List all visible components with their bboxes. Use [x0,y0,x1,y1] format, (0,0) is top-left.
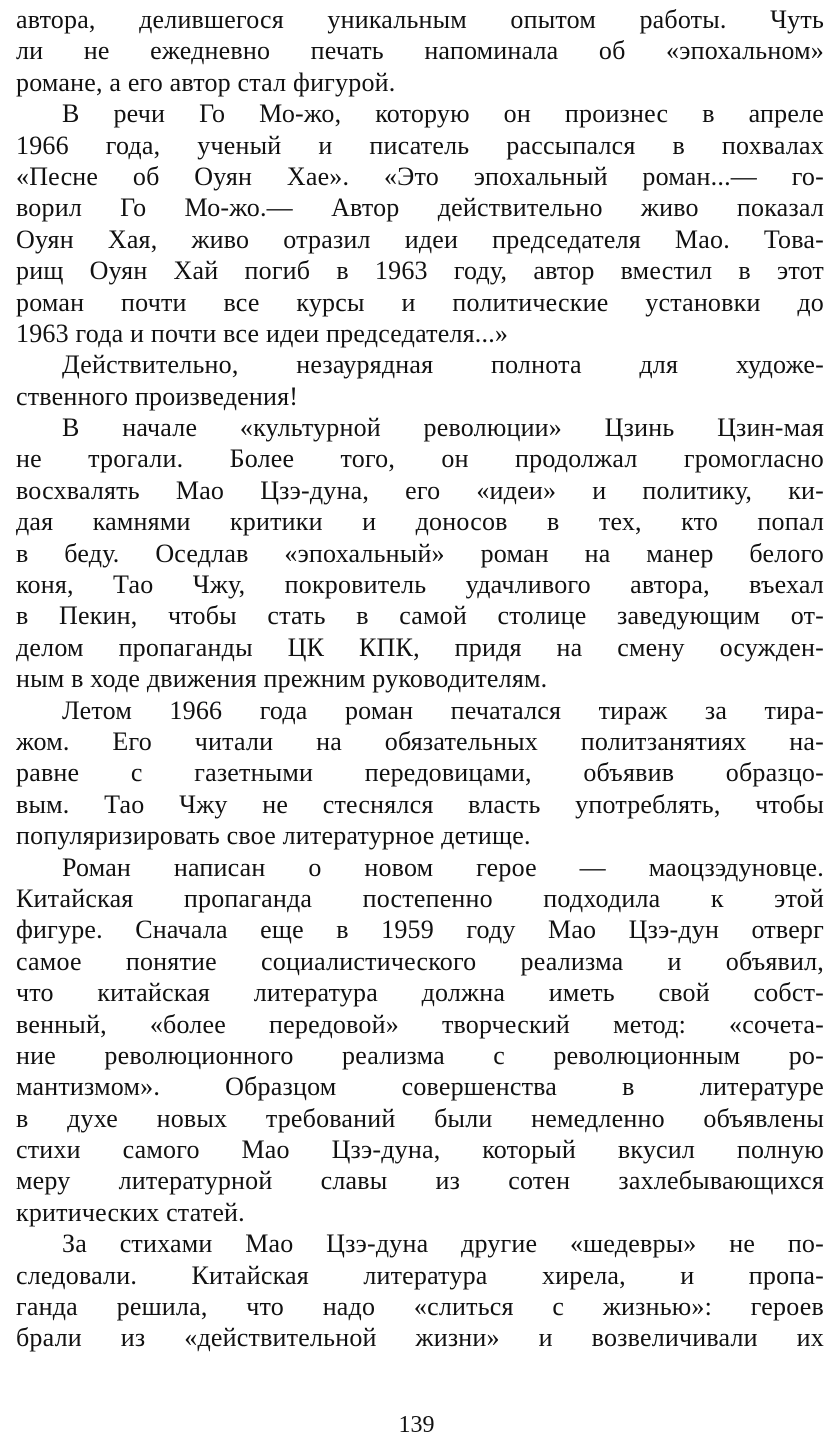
text-line: в беду. Оседлав «эпохальный» роман на манер белого [16,538,824,568]
text-line: Роман написан о новом герое — маоцзэдуновце. [62,852,824,882]
text-line: За стихами Мао Цзэ-дуна другие «шедевры» не по- [62,1229,824,1259]
text-line: что китайская литература должна иметь свой собст- [16,978,824,1008]
text-line: меру литературной славы из сотен захлебывающихся [16,1166,824,1196]
text-line: ганда решила, что надо «слиться с жизнью»: героев [16,1292,824,1322]
text-line: романе, а его автор стал фигурой. [16,67,396,97]
text-line: ли не ежедневно печать напоминала об «эпохальном» [16,36,824,66]
text-line: ственного произведения! [16,381,299,411]
paragraph [16,695,824,852]
text-line: следовали. Китайская литература хирела, и пропа- [16,1260,824,1290]
text-line: в Пекин, чтобы стать в самой столице заведующим от- [16,601,824,631]
text-line: Летом 1966 года роман печатался тираж за тира- [62,695,824,725]
text-line: коня, Тао Чжу, покровитель удачливого автора, въехал [16,570,824,600]
text-line: автора, делившегося уникальным опытом работы. Чуть [16,5,824,34]
text-line: делом пропаганды ЦК КПК, придя на смену осужден- [16,632,824,662]
text-line: ным в ходе движения прежним руководителям. [16,664,548,694]
paragraph [16,4,824,98]
text-line: жом. Его читали на обязательных политзанятиях на- [16,726,824,756]
text-line: равне с газетными передовицами, объявив образцо- [16,758,824,788]
text-line: стихи самого Мао Цзэ-дуна, который вкусил полную [16,1135,824,1165]
text-line: фигуре. Сначала еще в 1959 году Мао Цзэ-дун отверг [16,915,824,945]
text-line: «Песне об Оуян Хае». «Это эпохальный роман...— го- [16,161,824,191]
paragraph [16,98,824,349]
text-line: дая камнями критики и доносов в тех, кто попал [16,507,824,537]
text-line: мантизмом». Образцом совершенства в литературе [16,1072,824,1102]
text-line: вым. Тао Чжу не стеснялся власть употреблять, чтобы [16,789,824,819]
text-line: В начале «культурной революции» Цзинь Цзин-мая [62,413,824,443]
text-line: не трогали. Более того, он продолжал громогласно [16,444,824,474]
text-line: Китайская пропаганда постепенно подходила к этой [16,883,824,913]
text-line: 1966 года, ученый и писатель рассыпался в похвалах [16,130,824,160]
text-line: популяризировать свое литературное детище. [16,821,531,851]
paragraph [16,412,824,695]
text-line: ворил Го Мо-жо.— Автор действительно живо показал [16,193,824,223]
text-line: восхвалять Мао Цзэ-дуна, его «идеи» и политику, ки- [16,475,824,505]
paragraph [16,349,824,412]
text-line: рищ Оуян Хай погиб в 1963 году, автор вместил в этот [16,256,824,286]
text-line: самое понятие социалистического реализма и объявил, [16,946,824,976]
page-number: 139 [398,1412,435,1438]
text-line: венный, «более передовой» творческий метод: «сочета- [16,1009,824,1039]
text-line: брали из «действительной жизни» и возвеличивали их [16,1323,824,1353]
paragraph [16,1228,824,1354]
text-line: 1963 года и почти все идеи председателя...» [16,318,509,348]
text-line: В речи Го Мо-жо, которую он произнес в апреле [62,99,824,129]
text-line: Оуян Хая, живо отразил идеи председателя Мао. Това- [16,224,824,254]
text-line: критических статей. [16,1197,245,1227]
paragraph [16,852,824,1229]
book-page [16,4,824,1354]
text-line: Действительно, незаурядная полнота для художе- [62,350,824,380]
text-line: в духе новых требований были немедленно объявлены [16,1103,824,1133]
text-line: роман почти все курсы и политические установки до [16,287,824,317]
text-line: ние революционного реализма с революционным ро- [16,1040,824,1070]
